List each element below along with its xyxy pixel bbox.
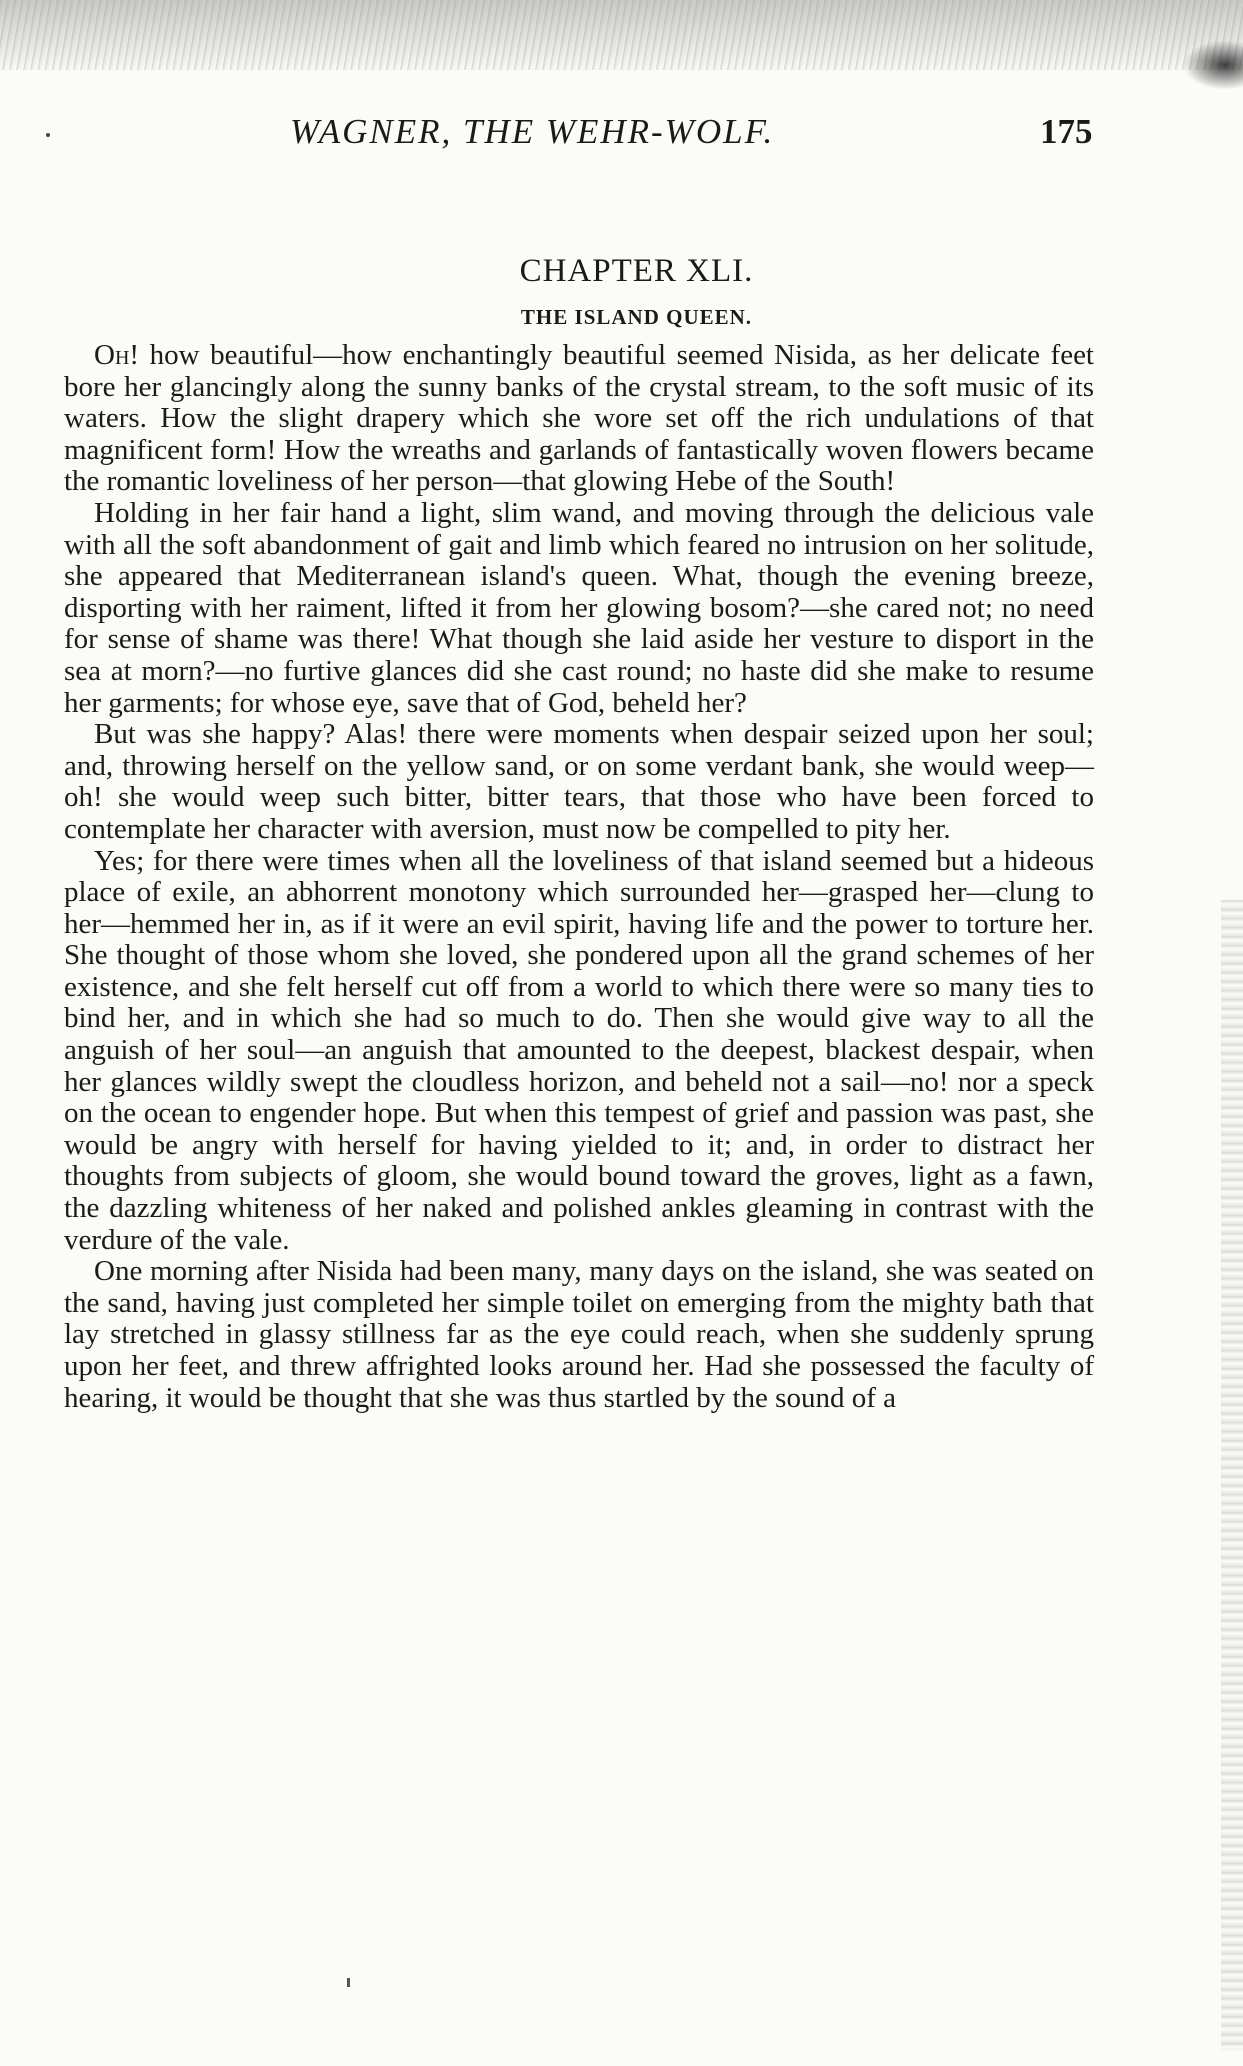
paragraph: Yes; for there were times when all the loveliness of that island seemed but a hideous place of exile, an abhorrent monotony which surrounded her—grasped her—clung to her—hemmed her in, as if it were an evil spirit, having life and the power to torture her. She thought of those whom she loved, she pondered upon all the grand schemes of her existence, and she felt herself cut off from a world to which there were so many ties to bind her, and in which she had so much to do. Then she would give way to all the anguish of her soul—an anguish that amounted to the deepest, blackest despair, when her glances wildly swept the cloudless horizon, and beheld not a sail—no! nor a speck on the ocean to engender hope. But when this tempest of grief and passion was past, she would be angry with herself for having yielded to it; and, in order to distract her thoughts from subjects of gloom, she would bound toward the groves, light as a fawn, the dazzling whiteness of her naked and polished ankles gleaming in contrast with the verdure of the vale. xyxy=(64,844,1094,1256)
ink-speck xyxy=(347,1978,350,1987)
running-head: WAGNER, THE WEHR-WOLF. xyxy=(290,112,775,151)
chapter-body xyxy=(64,340,1094,1414)
chapter-title: CHAPTER XLI. xyxy=(519,253,754,289)
ink-speck xyxy=(46,133,50,137)
paragraph: But was she happy? Alas! there were moments when despair seized upon her soul; and, throwing herself on the yellow sand, or on some verdant bank, she would weep—oh! she would weep such bitter, bitter tears, that those who have been forced to contemplate her character with aversion, must now be compelled to pity her. xyxy=(64,718,1094,845)
paragraph: Holding in her fair hand a light, slim wand, and moving through the delicious vale with all the soft abandonment of gait and limb which feared no intrusion on her solitude, she appeared that Mediterranean island's queen. What, though the evening breeze, disporting with her raiment, lifted it from her glowing bosom?—she cared not; no need for sense of shame was there! What though she laid aside her vesture to disport in the sea at morn?—no furtive glances did she cast round; no haste did she make to resume her garments; for whose eye, save that of God, beheld her? xyxy=(64,496,1094,719)
scan-binding-shadow xyxy=(1183,40,1243,90)
paragraph-lead: Oh! xyxy=(94,339,140,371)
chapter-subtitle: THE ISLAND QUEEN. xyxy=(520,305,753,329)
paragraph xyxy=(64,340,1094,498)
scan-edge-noise xyxy=(0,0,1243,70)
page-number: 175 xyxy=(1040,112,1093,151)
paragraph: One morning after Nisida had been many, many days on the island, she was seated on the sand, having just completed her simple toilet on emerging from the mighty bath that lay stretched in glassy stillness far as the eye could reach, when she suddenly sprung upon her feet, and threw affrighted looks around her. Had she possessed the faculty of hearing, it would be thought that she was thus startled by the sound of a xyxy=(64,1255,1094,1414)
paragraph-text: how beautiful—how enchantingly beautiful seemed Nisida, as her delicate feet bore her glancingly along the sunny banks of the crystal stream, to the soft music of its waters. How the slight drapery which she wore set off the rich undulations of that magnificent form! How the wreaths and garlands of fantastically woven flowers became the romantic loveliness of her person—that glowing Hebe of the South! xyxy=(64,339,1094,498)
scan-right-edge xyxy=(1221,900,1243,2050)
